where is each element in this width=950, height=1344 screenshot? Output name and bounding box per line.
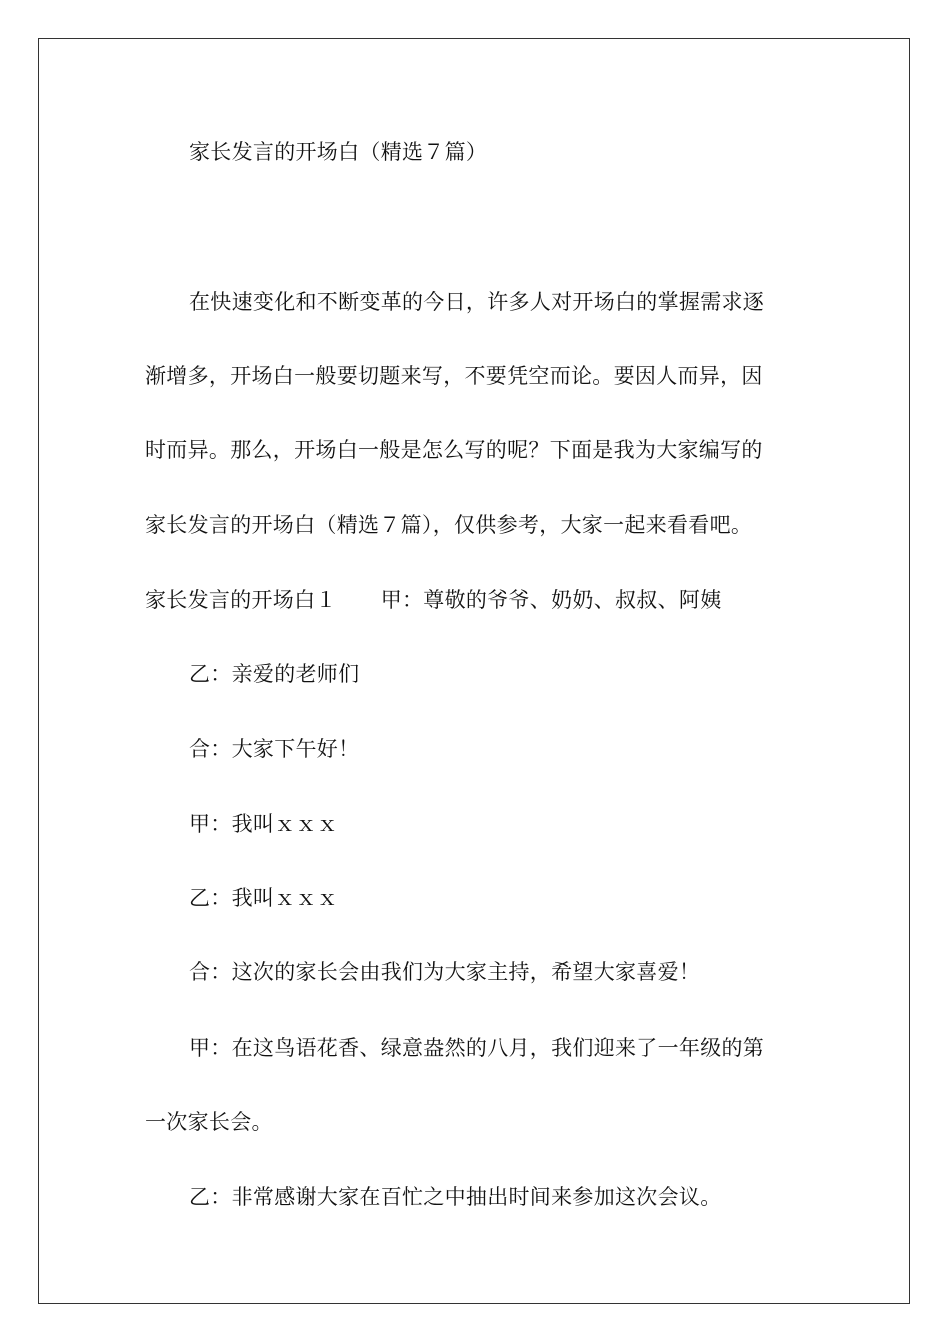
intro-line-4: 家长发言的开场白（精选７篇），仅供参考，大家一起来看看吧。	[145, 513, 753, 537]
dialogue-line: 合：大家下午好！	[189, 737, 360, 761]
section-heading-row	[145, 588, 722, 612]
dialogue-line: 甲：我叫ｘｘｘ	[189, 812, 339, 836]
document-title: 家长发言的开场白（精选７篇）	[189, 140, 488, 164]
intro-line-2: 渐增多，开场白一般要切题来写，不要凭空而论。要因人而异，因	[145, 364, 763, 388]
dialogue-line: 乙：非常感谢大家在百忙之中抽出时间来参加这次会议。	[189, 1185, 722, 1209]
intro-line-3: 时而异。那么，开场白一般是怎么写的呢？下面是我为大家编写的	[145, 438, 763, 462]
dialogue-line-continued: 一次家长会。	[145, 1110, 273, 1134]
dialogue-line: 乙：亲爱的老师们	[189, 662, 360, 686]
dialogue-line: 甲：尊敬的爷爷、奶奶、叔叔、阿姨	[380, 588, 722, 612]
dialogue-line: 合：这次的家长会由我们为大家主持，希望大家喜爱！	[189, 960, 701, 984]
dialogue-line: 乙：我叫ｘｘｘ	[189, 886, 339, 910]
section-heading: 家长发言的开场白１	[145, 588, 337, 612]
dialogue-line: 甲：在这鸟语花香、绿意盎然的八月，我们迎来了一年级的第	[189, 1036, 765, 1060]
intro-line-1: 在快速变化和不断变革的今日，许多人对开场白的掌握需求逐	[189, 290, 765, 314]
